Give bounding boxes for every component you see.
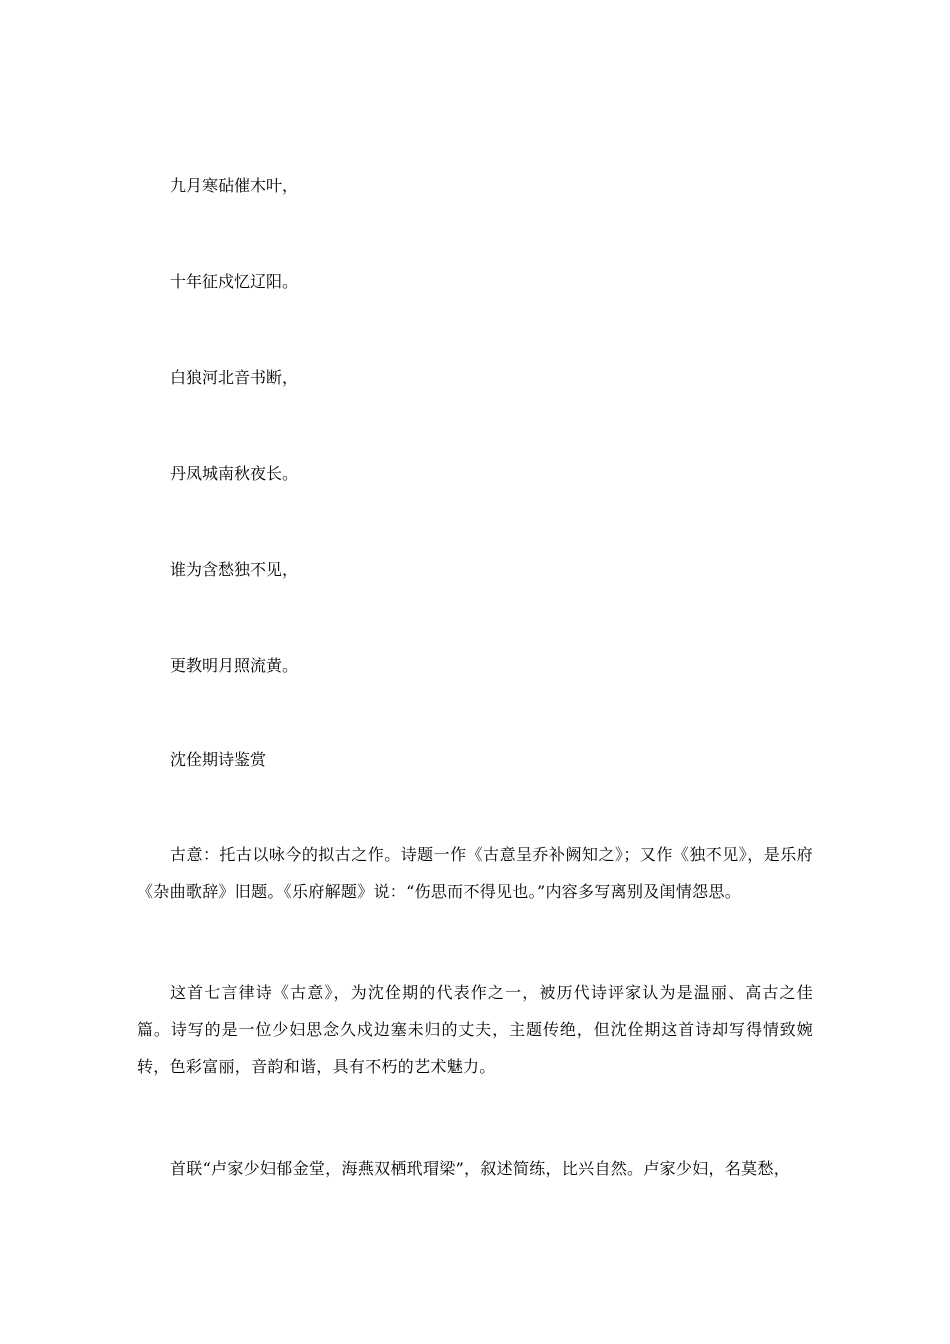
paragraph: 这首七言律诗《古意》，为沈佺期的代表作之一，被历代诗评家认为是温丽、高古之佳篇。诗写的是一位少妇思念久戍边塞未归的丈夫，主题传绝，但沈佺期这首诗却写得情致婉转，色彩富丽，音韵和谐，具有不朽的艺术魅力。	[137, 983, 813, 1076]
poem-line: 谁为含愁独不见，	[170, 560, 299, 579]
section-title: 沈佺期诗鉴赏	[170, 750, 267, 769]
paragraph: 首联“卢家少妇郁金堂，海燕双栖玳瑁梁”，叙述简练，比兴自然。卢家少妇，名莫愁，	[170, 1159, 791, 1178]
paragraph: 古意：托古以咏今的拟古之作。诗题一作《古意呈乔补阙知之》；又作《独不见》，是乐府《杂曲歌辞》旧题。《乐府解题》说：“伤思而不得见也。”内容多写离别及闺情怨思。	[137, 845, 813, 901]
poem-line: 十年征戍忆辽阳。	[170, 272, 299, 291]
poem-line: 丹凤城南秋夜长。	[170, 464, 299, 483]
poem-line: 更教明月照流黄。	[170, 656, 299, 675]
poem-line: 九月寒砧催木叶，	[170, 176, 299, 195]
poem-line: 白狼河北音书断，	[170, 368, 299, 387]
